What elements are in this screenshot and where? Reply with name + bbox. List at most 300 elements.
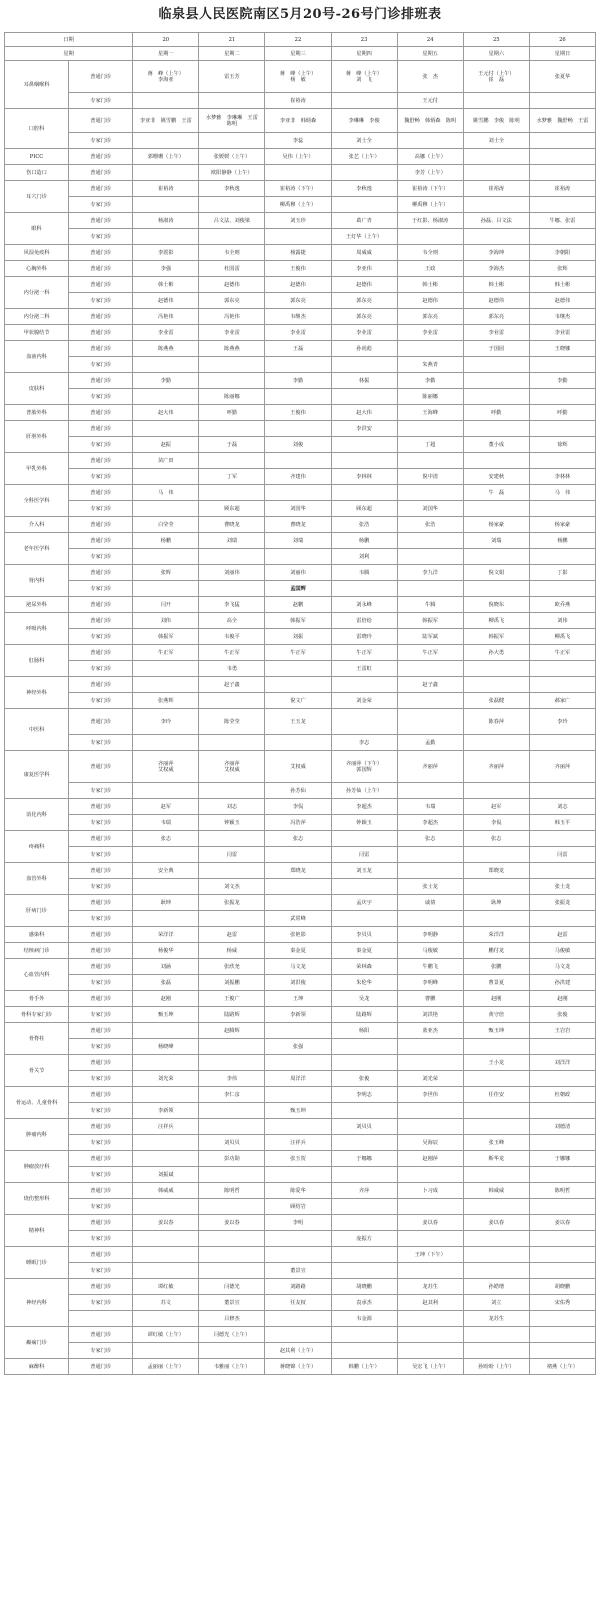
clinic-type: 普通门诊: [69, 645, 133, 661]
schedule-cell: 李业雷: [133, 325, 199, 341]
schedule-cell: [133, 1311, 199, 1327]
schedule-cell: 雷玉芳: [199, 61, 265, 93]
schedule-row: [5, 1087, 596, 1103]
department-name: 骨科专家门诊: [5, 1007, 69, 1023]
clinic-type: 普通门诊: [69, 991, 133, 1007]
clinic-type: 专家门诊: [69, 911, 133, 927]
schedule-row: [5, 517, 596, 533]
schedule-cell: [397, 1311, 463, 1327]
schedule-row: [5, 991, 596, 1007]
schedule-cell: 牛 磊: [463, 485, 529, 501]
department-name: 血管外科: [5, 863, 69, 895]
schedule-row: [5, 661, 596, 677]
schedule-row: [5, 357, 596, 373]
clinic-type: 普通门诊: [69, 1279, 133, 1295]
schedule-cell: 杨鹏: [529, 533, 595, 549]
clinic-type: 普通门诊: [69, 1055, 133, 1071]
schedule-row: [5, 197, 596, 213]
schedule-cell: [133, 1087, 199, 1103]
schedule-cell: 顾东超: [331, 501, 397, 517]
schedule-cell: 王俊伟: [265, 405, 331, 421]
clinic-type: 专家门诊: [69, 975, 133, 991]
schedule-cell: [199, 693, 265, 709]
department-name: 康复医学科: [5, 751, 69, 799]
department-name: 肿瘤内科: [5, 1119, 69, 1151]
schedule-row: [5, 943, 596, 959]
schedule-cell: 李明: [265, 1215, 331, 1231]
schedule-cell: 呼勤: [463, 405, 529, 421]
schedule-cell: 王政: [397, 261, 463, 277]
schedule-cell: 王小龙: [463, 1055, 529, 1071]
department-name: 肛肠科: [5, 645, 69, 677]
date-cell: 26: [529, 33, 595, 47]
schedule-cell: 冯艳伟: [133, 309, 199, 325]
schedule-cell: 汪祥兵: [265, 1135, 331, 1151]
schedule-cell: 刘志: [529, 799, 595, 815]
schedule-cell: 杨家豪: [529, 517, 595, 533]
clinic-type: 专家门诊: [69, 879, 133, 895]
schedule-cell: 齐建伟: [265, 469, 331, 485]
schedule-row: [5, 1199, 596, 1215]
clinic-type: 专家门诊: [69, 1263, 133, 1279]
schedule-cell: [265, 1247, 331, 1263]
schedule-cell: 姜以春: [133, 1215, 199, 1231]
schedule-cell: 陈丽娜: [397, 389, 463, 405]
schedule-cell: [397, 709, 463, 735]
schedule-cell: 荣洋洋: [133, 927, 199, 943]
clinic-type: 专家门诊: [69, 1103, 133, 1119]
schedule-cell: [529, 357, 595, 373]
clinic-type: 普通门诊: [69, 1327, 133, 1343]
schedule-cell: [529, 661, 595, 677]
schedule-cell: 水梦雅 李琳琳 王雷 陈明: [199, 109, 265, 133]
schedule-cell: [199, 1343, 265, 1359]
schedule-cell: 赵腾辉: [199, 1023, 265, 1039]
department-name: 老年医学科: [5, 533, 69, 565]
schedule-cell: 张俊: [529, 1007, 595, 1023]
clinic-type: 普通门诊: [69, 405, 133, 421]
schedule-cell: 朱伦华: [331, 975, 397, 991]
department-name: 癫痫门诊: [5, 1327, 69, 1359]
schedule-cell: 张志: [397, 831, 463, 847]
schedule-cell: 张玉峰: [463, 1135, 529, 1151]
schedule-cell: 张浩: [397, 517, 463, 533]
clinic-type: 专家门诊: [69, 1135, 133, 1151]
schedule-cell: 韦瑞: [133, 815, 199, 831]
weekday-cell: 星期六: [463, 47, 529, 61]
schedule-cell: 张艺（上午）: [331, 149, 397, 165]
department-name: 睡眠门诊: [5, 1247, 69, 1279]
schedule-cell: 钟颖玉: [199, 815, 265, 831]
schedule-row: [5, 1071, 596, 1087]
schedule-cell: 谭红敏（上午）: [133, 1327, 199, 1343]
clinic-type: 普通门诊: [69, 863, 133, 879]
schedule-row: [5, 1007, 596, 1023]
schedule-row: [5, 61, 596, 93]
schedule-cell: 卜习成: [397, 1183, 463, 1199]
schedule-cell: 孙皓增: [463, 1279, 529, 1295]
schedule-cell: 孙磊、吕文法: [463, 213, 529, 229]
clinic-type: 普通门诊: [69, 565, 133, 581]
schedule-row: [5, 1279, 596, 1295]
schedule-cell: 李业雷: [331, 325, 397, 341]
schedule-cell: 王元付（上午） 崔 磊: [463, 61, 529, 93]
schedule-cell: 王元付: [397, 93, 463, 109]
clinic-type: 专家门诊: [69, 469, 133, 485]
schedule-cell: [463, 357, 529, 373]
schedule-cell: 王坤: [265, 991, 331, 1007]
schedule-cell: 韩士彬: [133, 277, 199, 293]
schedule-cell: 于娜娜: [529, 1151, 595, 1167]
schedule-cell: [199, 357, 265, 373]
schedule-cell: [199, 197, 265, 213]
schedule-cell: 李勤: [397, 373, 463, 389]
clinic-type: 普通门诊: [69, 277, 133, 293]
schedule-cell: 林振: [331, 373, 397, 389]
schedule-cell: [133, 1151, 199, 1167]
schedule-cell: 荣洋洋: [463, 927, 529, 943]
schedule-cell: 蒋 峰（上午） 李海亚: [133, 61, 199, 93]
schedule-cell: 雷晓玲: [331, 629, 397, 645]
schedule-row: [5, 1135, 596, 1151]
schedule-cell: 李秋逸: [199, 181, 265, 197]
clinic-type: 普通门诊: [69, 109, 133, 133]
schedule-cell: 李亚非 姚雪鹏 王雷: [133, 109, 199, 133]
schedule-cell: 韦雅丽（上午）: [199, 1359, 265, 1375]
department-name: 皮肤科: [5, 373, 69, 405]
department-name: 内分泌二科: [5, 309, 69, 325]
schedule-cell: [133, 879, 199, 895]
schedule-cell: 崔裕涛: [133, 181, 199, 197]
schedule-cell: 刘贝贝: [199, 1135, 265, 1151]
schedule-cell: 郭珊珊（上午）: [133, 149, 199, 165]
schedule-row: [5, 911, 596, 927]
schedule-row: [5, 1183, 596, 1199]
schedule-cell: [331, 485, 397, 501]
schedule-cell: 周洋洋: [265, 1071, 331, 1087]
schedule-cell: 陈爱华: [265, 1183, 331, 1199]
schedule-cell: 赵德伟: [397, 293, 463, 309]
schedule-cell: 柳禹穆（上午）: [265, 197, 331, 213]
schedule-cell: 刘伟: [529, 613, 595, 629]
schedule-cell: 韦继杰: [265, 309, 331, 325]
schedule-cell: [463, 1119, 529, 1135]
schedule-cell: 牛娜、张雷: [529, 213, 595, 229]
schedule-cell: [463, 1343, 529, 1359]
schedule-cell: 刘洪俊: [265, 975, 331, 991]
clinic-type: 普通门诊: [69, 421, 133, 437]
schedule-cell: [133, 469, 199, 485]
schedule-cell: [463, 197, 529, 213]
schedule-cell: 马俊敏: [397, 943, 463, 959]
schedule-cell: [529, 1103, 595, 1119]
schedule-cell: 周威威: [331, 245, 397, 261]
schedule-cell: 韦瑞: [397, 799, 463, 815]
schedule-cell: [397, 863, 463, 879]
weekday-cell: 星期一: [133, 47, 199, 61]
schedule-cell: 王俊广: [199, 991, 265, 1007]
schedule-cell: 李业雷: [397, 325, 463, 341]
clinic-type: 普通门诊: [69, 959, 133, 975]
schedule-cell: 刘振: [265, 629, 331, 645]
schedule-cell: [463, 93, 529, 109]
schedule-cell: [397, 341, 463, 357]
schedule-cell: 刘玉龙: [331, 863, 397, 879]
department-name: 风湿免疫科: [5, 245, 69, 261]
schedule-cell: 刘俊: [265, 437, 331, 453]
schedule-cell: [529, 421, 595, 437]
schedule-cell: [265, 357, 331, 373]
schedule-cell: [463, 847, 529, 863]
schedule-row: [5, 1295, 596, 1311]
schedule-cell: 赵德伟: [265, 277, 331, 293]
schedule-cell: [199, 1199, 265, 1215]
schedule-cell: [529, 911, 595, 927]
schedule-cell: [529, 149, 595, 165]
schedule-cell: 荣林森: [331, 959, 397, 975]
schedule-cell: 牛正军: [199, 645, 265, 661]
department-name: 肝病门诊: [5, 895, 69, 927]
schedule-cell: [133, 677, 199, 693]
schedule-cell: 韦全则: [199, 245, 265, 261]
schedule-cell: [463, 421, 529, 437]
schedule-cell: [529, 133, 595, 149]
schedule-cell: [529, 1231, 595, 1247]
schedule-cell: [397, 533, 463, 549]
schedule-cell: 赵大伟: [133, 405, 199, 421]
schedule-cell: 齐丽萍 艾权威: [133, 751, 199, 783]
schedule-cell: [529, 677, 595, 693]
schedule-cell: [265, 1231, 331, 1247]
schedule-cell: 赵子鑫: [199, 677, 265, 693]
schedule-cell: 蒋 峰（上午） 刘 飞: [331, 61, 397, 93]
schedule-cell: 耿坤: [463, 895, 529, 911]
schedule-cell: 张辉: [529, 261, 595, 277]
schedule-row: [5, 149, 596, 165]
schedule-cell: 赵德伟: [463, 293, 529, 309]
schedule-cell: [331, 165, 397, 181]
schedule-cell: 刘瑞: [265, 533, 331, 549]
schedule-cell: 赵大伟: [331, 405, 397, 421]
schedule-cell: [199, 1119, 265, 1135]
schedule-cell: 李亚非 韩炳森: [265, 109, 331, 133]
department-name: 伤口造口: [5, 165, 69, 181]
schedule-cell: 杨俊华: [133, 943, 199, 959]
schedule-cell: 张志: [265, 831, 331, 847]
schedule-row: [5, 1231, 596, 1247]
schedule-cell: [133, 357, 199, 373]
schedule-cell: 李侃: [463, 815, 529, 831]
schedule-cell: 孙芳仙: [265, 783, 331, 799]
schedule-cell: [265, 421, 331, 437]
schedule-cell: 杨淑涛: [133, 213, 199, 229]
clinic-type: 普通门诊: [69, 709, 133, 735]
schedule-cell: [133, 661, 199, 677]
schedule-cell: [529, 93, 595, 109]
schedule-cell: 牛腾: [397, 597, 463, 613]
schedule-cell: [331, 879, 397, 895]
schedule-cell: [199, 1039, 265, 1055]
schedule-cell: 王磊: [265, 341, 331, 357]
schedule-row: [5, 261, 596, 277]
schedule-cell: [265, 1023, 331, 1039]
schedule-cell: [199, 1167, 265, 1183]
schedule-cell: 李玲: [529, 709, 595, 735]
schedule-cell: 朱燕青: [397, 357, 463, 373]
clinic-type: 专家门诊: [69, 735, 133, 751]
schedule-row: [5, 325, 596, 341]
schedule-cell: [529, 1135, 595, 1151]
schedule-row: [5, 1119, 596, 1135]
schedule-row: [5, 133, 596, 149]
schedule-cell: 张志: [463, 831, 529, 847]
clinic-type: 普通门诊: [69, 943, 133, 959]
schedule-row: [5, 213, 596, 229]
schedule-cell: 刘玉珍: [265, 213, 331, 229]
schedule-cell: [529, 1071, 595, 1087]
schedule-cell: [133, 1199, 199, 1215]
schedule-cell: 蒋 峰（上午） 杨 敏: [265, 61, 331, 93]
schedule-cell: 李亚伟: [331, 261, 397, 277]
schedule-cell: [199, 1263, 265, 1279]
schedule-cell: 郭东亮: [331, 293, 397, 309]
schedule-cell: [397, 549, 463, 565]
clinic-type: 普通门诊: [69, 1023, 133, 1039]
schedule-row: [5, 709, 596, 735]
schedule-cell: [397, 693, 463, 709]
schedule-row: [5, 277, 596, 293]
schedule-cell: 安建秋: [463, 469, 529, 485]
clinic-type: 专家门诊: [69, 661, 133, 677]
schedule-cell: 牛正军: [397, 645, 463, 661]
schedule-cell: [331, 1215, 397, 1231]
schedule-cell: [529, 735, 595, 751]
department-name: 耳鼻咽喉科: [5, 61, 69, 109]
schedule-cell: 曹晓龙: [199, 517, 265, 533]
schedule-cell: 赵鹏: [265, 597, 331, 613]
schedule-row: [5, 863, 596, 879]
schedule-cell: 郭东亮: [265, 293, 331, 309]
clinic-type: 专家门诊: [69, 357, 133, 373]
date-cell: 24: [397, 33, 463, 47]
schedule-row: [5, 245, 596, 261]
schedule-cell: 赵德伟: [133, 293, 199, 309]
schedule-cell: 闫开: [133, 597, 199, 613]
schedule-cell: [529, 581, 595, 597]
clinic-type: 专家门诊: [69, 1039, 133, 1055]
schedule-cell: 张振龙: [529, 895, 595, 911]
clinic-type: 专家门诊: [69, 693, 133, 709]
schedule-cell: 刘国华: [265, 501, 331, 517]
clinic-type: 普通门诊: [69, 261, 133, 277]
schedule-cell: [529, 1247, 595, 1263]
schedule-cell: 甄玉坤: [133, 1007, 199, 1023]
schedule-cell: [463, 149, 529, 165]
schedule-cell: 秦金夏: [331, 943, 397, 959]
schedule-cell: 陆路辉: [331, 1007, 397, 1023]
schedule-cell: [331, 437, 397, 453]
schedule-cell: [397, 1039, 463, 1055]
schedule-row: [5, 1167, 596, 1183]
schedule-cell: [463, 911, 529, 927]
schedule-cell: 张士龙: [529, 879, 595, 895]
schedule-cell: 姜以春: [463, 1215, 529, 1231]
schedule-cell: 陆路辉: [199, 1007, 265, 1023]
schedule-cell: 于国园: [463, 341, 529, 357]
schedule-cell: [265, 847, 331, 863]
schedule-cell: [529, 549, 595, 565]
schedule-cell: 李仁彦: [199, 1087, 265, 1103]
schedule-cell: [397, 581, 463, 597]
clinic-type: 普通门诊: [69, 325, 133, 341]
schedule-cell: [463, 581, 529, 597]
schedule-cell: [331, 389, 397, 405]
schedule-cell: 高全: [199, 613, 265, 629]
schedule-cell: [133, 197, 199, 213]
schedule-cell: 丁超: [397, 437, 463, 453]
schedule-cell: 赵其利: [397, 1295, 463, 1311]
department-name: 中医科: [5, 709, 69, 751]
schedule-cell: 刘瑞: [199, 533, 265, 549]
schedule-cell: [463, 165, 529, 181]
schedule-cell: 张 杰: [397, 61, 463, 93]
department-name: 骨关节: [5, 1055, 69, 1087]
schedule-cell: 黄守倍: [463, 1007, 529, 1023]
schedule-cell: [265, 677, 331, 693]
department-name: 全科医学科: [5, 485, 69, 517]
schedule-cell: 张玉贺: [265, 1151, 331, 1167]
weekday-row: [5, 47, 596, 61]
schedule-cell: 韩振军: [133, 629, 199, 645]
schedule-cell: [199, 229, 265, 245]
schedule-cell: 葛广青: [331, 213, 397, 229]
schedule-cell: 杨威: [199, 943, 265, 959]
department-name: 泌尿外科: [5, 597, 69, 613]
schedule-cell: 韦勇: [199, 661, 265, 677]
schedule-cell: 陈燕燕: [199, 341, 265, 357]
schedule-cell: [199, 831, 265, 847]
schedule-cell: 杨鹏: [331, 533, 397, 549]
schedule-cell: 陈莹莹: [199, 709, 265, 735]
clinic-type: 普通门诊: [69, 61, 133, 93]
schedule-cell: 刘瑞: [463, 533, 529, 549]
department-name: 心胸外科: [5, 261, 69, 277]
schedule-cell: 韦继杰: [529, 309, 595, 325]
schedule-cell: [529, 1311, 595, 1327]
schedule-cell: 宋佑秀: [529, 1295, 595, 1311]
schedule-cell: 陈丽娜: [199, 389, 265, 405]
schedule-cell: [397, 1231, 463, 1247]
schedule-cell: 陈春萍: [463, 709, 529, 735]
schedule-row: [5, 421, 596, 437]
schedule-cell: 李业雷: [265, 325, 331, 341]
department-name: 结核病门诊: [5, 943, 69, 959]
date-cell: 22: [265, 33, 331, 47]
schedule-cell: [133, 783, 199, 799]
schedule-cell: 齐丽萍: [397, 751, 463, 783]
schedule-cell: [133, 847, 199, 863]
schedule-cell: 柳禹穆（上午）: [397, 197, 463, 213]
schedule-cell: [133, 549, 199, 565]
schedule-cell: 雷倍给: [331, 613, 397, 629]
schedule-row: [5, 927, 596, 943]
schedule-cell: 孙芳仙（上午）: [331, 783, 397, 799]
schedule-cell: [529, 501, 595, 517]
schedule-cell: 李明志: [331, 1087, 397, 1103]
schedule-cell: [397, 1167, 463, 1183]
schedule-cell: [331, 709, 397, 735]
schedule-cell: 崔裕涛: [463, 181, 529, 197]
